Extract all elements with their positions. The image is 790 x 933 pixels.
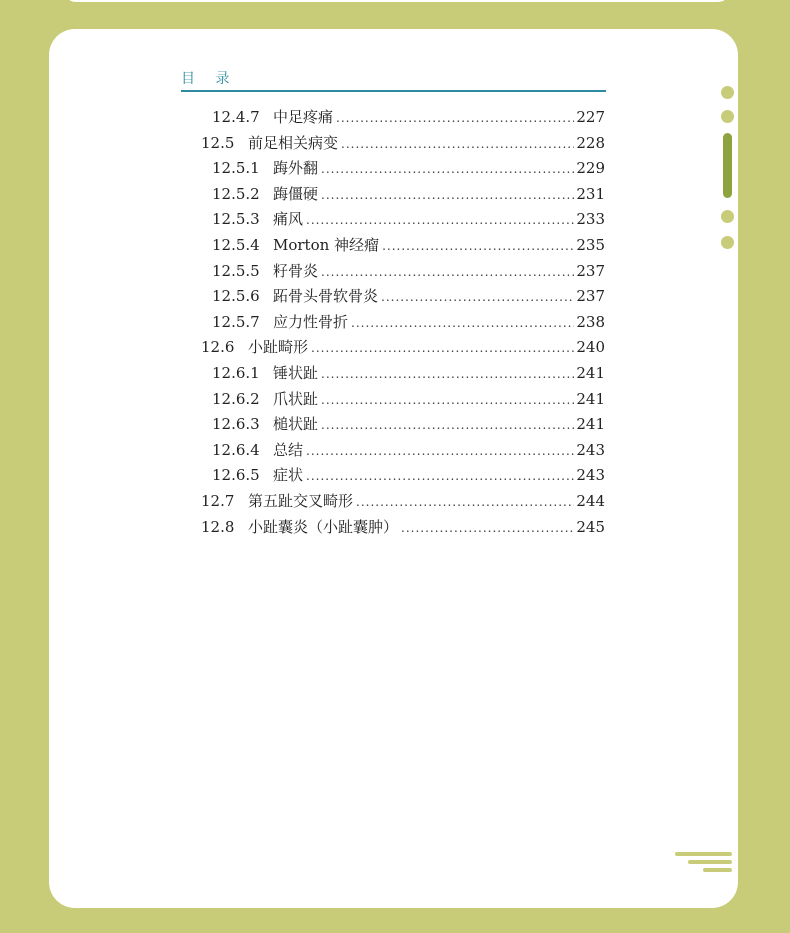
toc-entry-title: 踇僵硬 xyxy=(273,184,319,203)
toc-leader-dots xyxy=(306,465,574,487)
toc-entry[interactable] xyxy=(212,157,605,179)
toc-entry-number: 12.6.1 xyxy=(212,364,260,382)
toc-entry-page: 241 xyxy=(576,364,605,382)
toc-entry-page: 241 xyxy=(576,415,605,434)
toc-entry-title: 踇外翻 xyxy=(273,159,319,178)
toc-entry-page: 229 xyxy=(576,159,605,178)
page-title: 目 录 xyxy=(181,71,238,87)
toc-entry-title: 小趾畸形 xyxy=(248,338,309,357)
toc-entry-title: Morton 神经瘤 xyxy=(273,236,380,254)
toc-entry-title: 籽骨炎 xyxy=(273,261,319,280)
toc-entry-title: 应力性骨折 xyxy=(273,312,349,331)
toc-leader-dots xyxy=(321,389,574,411)
toc-entry[interactable] xyxy=(212,234,605,256)
toc-entry-number: 12.4.7 xyxy=(212,108,260,126)
toc-entry-title: 跖骨头骨软骨炎 xyxy=(273,287,379,306)
decorative-line xyxy=(703,868,732,872)
toc-entry[interactable] xyxy=(212,208,605,230)
toc-entry[interactable] xyxy=(212,183,605,205)
toc-entry-number: 12.7 xyxy=(201,492,235,510)
toc-leader-dots xyxy=(306,209,574,231)
toc-entry[interactable] xyxy=(212,388,605,410)
toc-entry-number: 12.6.3 xyxy=(212,415,260,434)
toc-entry-number: 12.5.3 xyxy=(212,210,260,229)
toc-entry[interactable] xyxy=(212,439,605,461)
toc-leader-dots xyxy=(321,184,574,206)
toc-entry-page: 237 xyxy=(576,287,605,306)
toc-leader-dots xyxy=(401,517,574,539)
toc-entry-page: 235 xyxy=(576,236,605,254)
previous-page-edge xyxy=(64,0,730,2)
toc-entry-page: 243 xyxy=(576,440,605,459)
toc-entry-page: 244 xyxy=(576,492,605,510)
toc-entry-title: 第五趾交叉畸形 xyxy=(248,492,354,510)
toc-entry-title: 痛风 xyxy=(273,210,304,229)
toc-header xyxy=(181,66,606,92)
toc-entry[interactable] xyxy=(212,362,605,384)
toc-entry-title: 爪状趾 xyxy=(273,389,319,408)
toc-entry[interactable] xyxy=(212,464,605,486)
toc-entry-title: 中足疼痛 xyxy=(273,108,334,126)
toc-entry-title: 锤状趾 xyxy=(273,364,319,382)
toc-leader-dots xyxy=(311,337,574,359)
toc-entry-number: 12.6.5 xyxy=(212,466,260,485)
toc-entry[interactable] xyxy=(212,285,605,307)
toc-entry-number: 12.5.6 xyxy=(212,287,260,306)
toc-entry-page: 228 xyxy=(576,133,605,152)
toc-entry-number: 12.6.2 xyxy=(212,389,260,408)
decorative-line xyxy=(675,852,732,856)
toc-leader-dots xyxy=(356,491,574,513)
toc-entry-title: 槌状趾 xyxy=(273,415,319,434)
toc-entry-number: 12.5.5 xyxy=(212,261,260,280)
toc-leader-dots xyxy=(321,158,574,180)
toc-entry-page: 231 xyxy=(576,184,605,203)
toc-entry[interactable] xyxy=(212,260,605,282)
toc-leader-dots xyxy=(382,235,574,257)
toc-entry-number: 12.5.1 xyxy=(212,159,260,178)
toc-entry-page: 227 xyxy=(576,108,605,126)
toc-leader-dots xyxy=(336,107,574,129)
decorative-line xyxy=(688,860,732,864)
toc-entry[interactable] xyxy=(212,106,605,128)
toc-leader-dots xyxy=(351,312,574,334)
toc-entry-title: 总结 xyxy=(273,440,304,459)
toc-entry-page: 241 xyxy=(576,389,605,408)
toc-entry-page: 245 xyxy=(576,517,605,536)
toc-leader-dots xyxy=(306,440,574,462)
toc-entry-title: 症状 xyxy=(273,466,304,485)
nav-dot[interactable] xyxy=(721,110,734,123)
toc-entry-page: 237 xyxy=(576,261,605,280)
toc-entry-page: 238 xyxy=(576,312,605,331)
toc-entry-page: 233 xyxy=(576,210,605,229)
toc-leader-dots xyxy=(381,286,574,308)
toc-entry-number: 12.6 xyxy=(201,338,235,357)
toc-leader-dots xyxy=(321,363,574,385)
toc-entry-page: 240 xyxy=(576,338,605,357)
toc-entry[interactable] xyxy=(201,516,605,538)
toc-entry[interactable] xyxy=(212,413,605,435)
nav-dot[interactable] xyxy=(721,86,734,99)
toc-entry[interactable] xyxy=(201,132,605,154)
toc-entry-number: 12.5 xyxy=(201,133,235,152)
toc-entry-number: 12.5.2 xyxy=(212,184,260,203)
toc-entry-number: 12.5.4 xyxy=(212,236,260,254)
toc-entry-title: 前足相关病变 xyxy=(248,133,339,152)
toc-entry-number: 12.5.7 xyxy=(212,312,260,331)
toc-leader-dots xyxy=(341,133,574,155)
nav-dot[interactable] xyxy=(721,236,734,249)
toc-entry-number: 12.8 xyxy=(201,517,235,536)
toc-entry[interactable] xyxy=(212,311,605,333)
nav-active-indicator[interactable] xyxy=(723,133,732,198)
toc-entry[interactable] xyxy=(201,490,605,512)
toc-entry[interactable] xyxy=(201,336,605,358)
toc-leader-dots xyxy=(321,414,574,436)
nav-dot[interactable] xyxy=(721,210,734,223)
toc-entry-title: 小趾囊炎（小趾囊肿） xyxy=(248,517,399,536)
toc-leader-dots xyxy=(321,261,574,283)
toc-entry-number: 12.6.4 xyxy=(212,440,260,459)
toc-entry-page: 243 xyxy=(576,466,605,485)
